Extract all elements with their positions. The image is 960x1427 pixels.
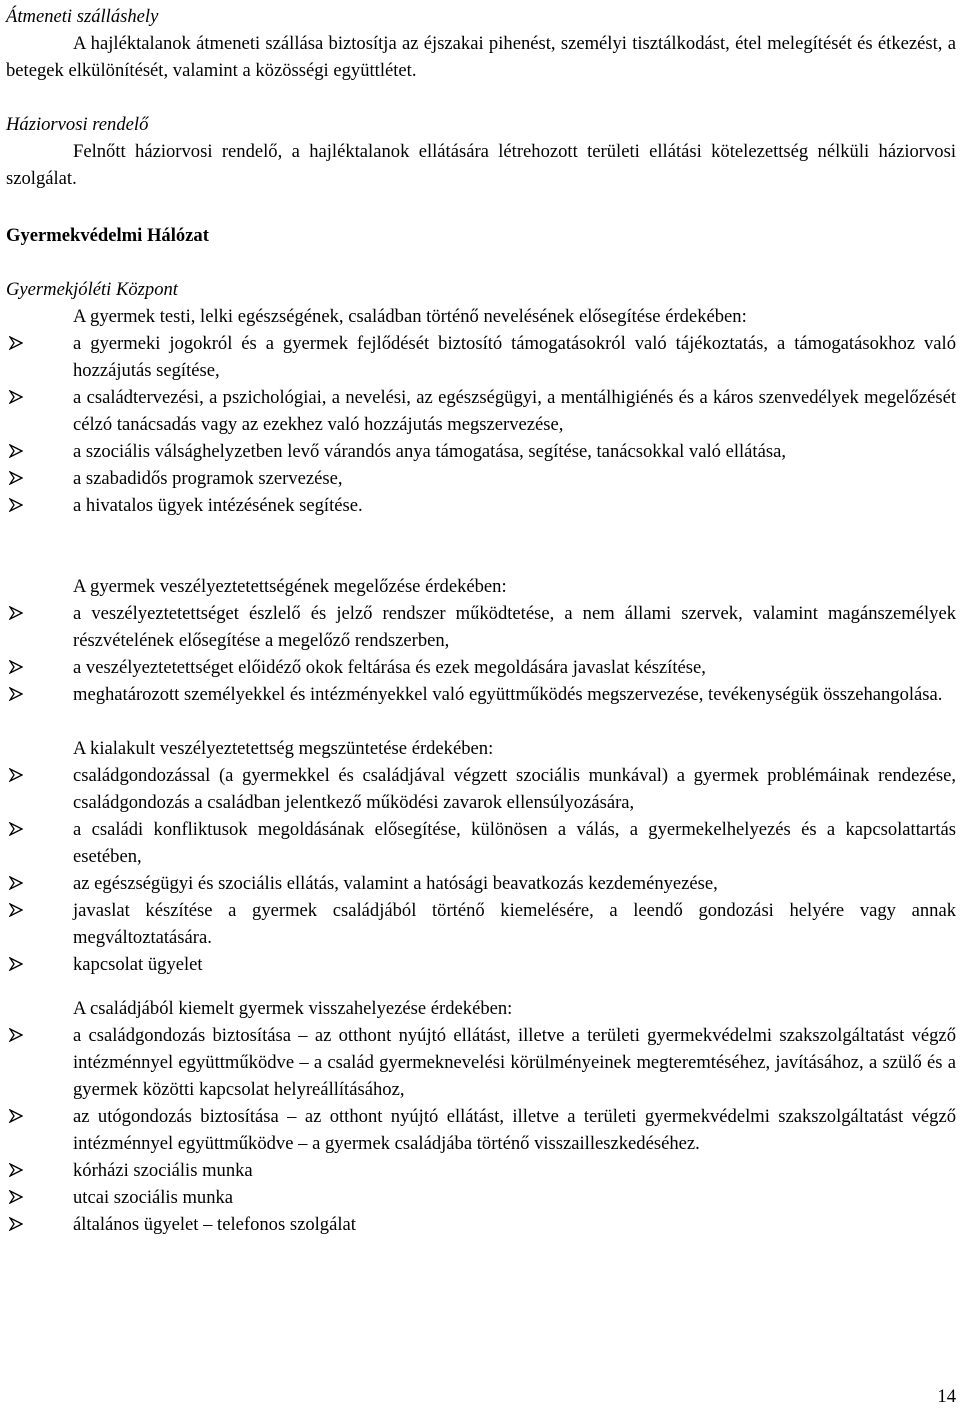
bullet-text: javaslat készítése a gyermek családjából történő kiemelésére, a leendő gondozási helyére vagy annak megváltoztatására.: [73, 900, 956, 948]
section-title-atmeneti: Átmeneti szálláshely: [6, 6, 159, 27]
intro-block2: A gyermek veszélyeztetettségének megelőzése érdekében:: [73, 576, 507, 597]
bullet-list-block3: [6, 762, 956, 978]
arrow-bullet-icon: [9, 471, 23, 485]
bullet-item: [73, 816, 956, 870]
bullet-list-block4: [6, 1022, 956, 1238]
paragraph-haziorvosi: Felnőtt háziorvosi rendelő, a hajléktalanok ellátására létrehozott területi ellátási kötelezettség nélküli háziorvosi szolgálat.: [6, 141, 956, 189]
bullet-item: [73, 1184, 956, 1211]
bullet-text: meghatározott személyekkel és intézményekkel való együttműködés megszervezése, tevékenységük összehangolása.: [73, 684, 943, 705]
arrow-bullet-icon: [9, 876, 23, 890]
bullet-text: családgondozással (a gyermekkel és családjával végzett szociális munkával) a gyermek problémáinak rendezése, családgondozás a családban jelentkező működési zavarok ellensúlyozására,: [73, 765, 956, 813]
bullet-text: a hivatalos ügyek intézésének segítése.: [73, 495, 363, 516]
bullet-item: [73, 654, 956, 681]
arrow-bullet-icon: [9, 498, 23, 512]
arrow-bullet-icon: [9, 1217, 23, 1231]
arrow-bullet-icon: [9, 390, 23, 404]
bullet-item: [73, 330, 956, 384]
arrow-bullet-icon: [9, 903, 23, 917]
arrow-bullet-icon: [9, 768, 23, 782]
bullet-text: a szociális válsághelyzetben levő várandós anya támogatása, segítése, tanácsokkal való ellátása,: [73, 441, 786, 462]
intro-block1: A gyermek testi, lelki egészségének, családban történő nevelésének elősegítése érdekében:: [73, 306, 747, 327]
arrow-bullet-icon: [9, 957, 23, 971]
bullet-text: a családtervezési, a pszichológiai, a nevelési, az egészségügyi, a mentálhigiénés és a káros szenvedélyek megelőzését célzó tanácsadás vagy az ezekhez való hozzájutás megszervezése,: [73, 387, 956, 435]
bullet-item: [73, 762, 956, 816]
arrow-bullet-icon: [9, 1028, 23, 1042]
bullet-text: a szabadidős programok szervezése,: [73, 468, 343, 489]
bullet-item: [73, 600, 956, 654]
bullet-text: a veszélyeztetettséget észlelő és jelző rendszer működtetése, a nem állami szervek, valamint magánszemélyek részvételének elősegítése a megelőző rendszerben,: [73, 603, 956, 651]
intro-block3: A kialakult veszélyeztetettség megszüntetése érdekében:: [73, 738, 494, 759]
paragraph-atmeneti: A hajléktalanok átmeneti szállása biztosítja az éjszakai pihenést, személyi tisztálkodást, étel melegítését és étkezést, a betegek elkülönítését, valamint a közösségi együttlétet.: [6, 33, 956, 81]
bullet-text: utcai szociális munka: [73, 1187, 234, 1208]
arrow-bullet-icon: [9, 1163, 23, 1177]
arrow-bullet-icon: [9, 687, 23, 701]
arrow-bullet-icon: [9, 660, 23, 674]
bullet-list-block1: [6, 330, 956, 519]
bullet-item: [73, 465, 956, 492]
bullet-item: [73, 1103, 956, 1157]
bullet-item: [73, 438, 956, 465]
subtitle-gyermekjoleti: Gyermekjóléti Központ: [6, 279, 178, 300]
heading-gyermekvedelmi: Gyermekvédelmi Hálózat: [6, 225, 209, 246]
bullet-text: az utógondozás biztosítása – az otthont nyújtó ellátást, illetve a területi gyermekvédelmi szakszolgáltatást végző intézménnyel együttműködve – a gyermek családjába történő visszailleszkedéséhez.: [73, 1106, 956, 1154]
bullet-item: [73, 1211, 956, 1238]
bullet-item: [73, 870, 956, 897]
bullet-text: általános ügyelet – telefonos szolgálat: [73, 1214, 356, 1235]
bullet-text: a családi konfliktusok megoldásának elősegítése, különösen a válás, a gyermekelhelyezés és a kapcsolattartás esetében,: [73, 819, 956, 867]
bullet-item: [73, 384, 956, 438]
bullet-item: [73, 492, 956, 519]
arrow-bullet-icon: [9, 606, 23, 620]
intro-block4: A családjából kiemelt gyermek visszahelyezése érdekében:: [73, 998, 513, 1019]
bullet-text: kórházi szociális munka: [73, 1160, 253, 1181]
bullet-item: [73, 1022, 956, 1103]
bullet-item: [73, 951, 956, 978]
bullet-text: az egészségügyi és szociális ellátás, valamint a hatósági beavatkozás kezdeményezése,: [73, 873, 718, 894]
bullet-item: [73, 897, 956, 951]
page-number: 14: [937, 1386, 956, 1407]
bullet-text: a gyermeki jogokról és a gyermek fejlődését biztosító támogatásokról való tájékoztatás, a támogatásokhoz való hozzájutás segítése,: [73, 333, 956, 381]
bullet-text: kapcsolat ügyelet: [73, 954, 203, 975]
arrow-bullet-icon: [9, 822, 23, 836]
arrow-bullet-icon: [9, 1109, 23, 1123]
bullet-list-block2: [6, 600, 956, 708]
bullet-text: a családgondozás biztosítása – az otthont nyújtó ellátást, illetve a területi gyermekvédelmi szakszolgáltatást végző intézménnyel együttműködve – a család gyermeknevelési körülményeinek megteremtéséhez, javításához, a szülő és a gyermek közötti kapcsolat helyreállításához,: [73, 1025, 956, 1100]
arrow-bullet-icon: [9, 336, 23, 350]
bullet-text: a veszélyeztetettséget előidéző okok feltárása és ezek megoldására javaslat készítése,: [73, 657, 706, 678]
arrow-bullet-icon: [9, 1190, 23, 1204]
section-title-haziorvosi: Háziorvosi rendelő: [6, 114, 149, 135]
arrow-bullet-icon: [9, 444, 23, 458]
bullet-item: [73, 1157, 956, 1184]
bullet-item: [73, 681, 956, 708]
